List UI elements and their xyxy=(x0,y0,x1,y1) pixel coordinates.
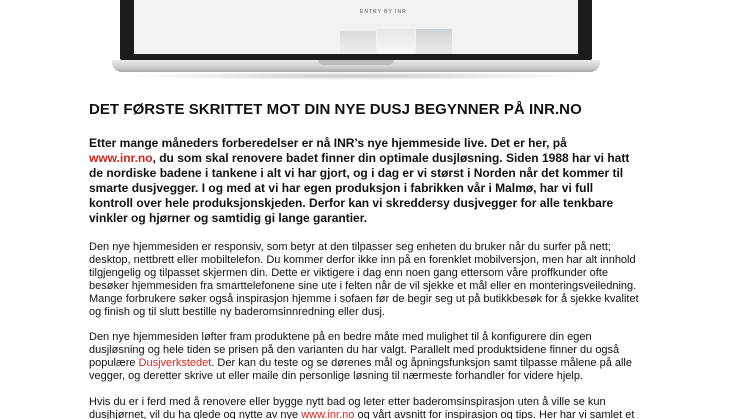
paragraph-line: Den nye hjemmesiden løfter fram produktene på en bedre måte med mulighet til å konfigurere din egen xyxy=(89,331,592,344)
paragraph-line: besøker hjemmesiden fra smarttelefonene sine ute i felten når de vil sjekke et mål eller en monteringsveiledning. xyxy=(89,279,637,292)
paragraph-line: dusjhjørnet, vil du ha glede og nytte av nye www.inr.no og vårt avsnitt for inspirasjon og tips. Her har vi samlet et xyxy=(89,408,635,419)
paragraph-line: Den nye hjemmesiden er responsiv, som betyr at den tilpasser seg enheten du bruker når du surfer på nett; xyxy=(89,241,611,253)
inr-link[interactable]: www.inr.no xyxy=(89,151,153,165)
laptop-screen xyxy=(120,0,592,60)
site-logo: ENTRY BY INR xyxy=(360,9,407,15)
paragraph-line: Hvis du er i ferd med å renovere eller bygge nytt bad og leter etter baderomsinspirasjon uten å ville se kun xyxy=(89,396,606,409)
paragraph-products xyxy=(89,331,669,383)
paragraph-inspiration xyxy=(89,396,669,419)
laptop-shadow xyxy=(122,72,590,80)
paragraph-line: og finish og til slutt bestille ny baderomsinnredning eller dusj. xyxy=(89,305,385,318)
inr-link[interactable]: www.inr.no xyxy=(301,408,355,419)
paragraph-line: dusjløsning og hele tiden se prisen på den varianten du har valgt. Parallelt med produktsidene finner du også xyxy=(89,344,620,357)
paragraph-line: populære Dusjverkstedet. Der kan du teste og se dørenes mål og åpningsfunksjon samt tilpasse målene på alle xyxy=(89,357,632,370)
laptop-notch xyxy=(318,60,394,65)
paragraph-line: desktop, nettbrett eller mobiltelefon. Du kommer derfor ikke inn på en forenklet mobilversjon, men har alt innhold xyxy=(89,253,636,266)
article xyxy=(89,101,669,419)
website-preview xyxy=(134,0,578,54)
shower-photo xyxy=(340,31,376,54)
paragraph-line: Mange forbrukere søker også inspirasjon hjemme i sofaen før de begir seg ut på butikkbesøk for å sjekke kvalitet xyxy=(89,292,639,305)
article-title: DET FØRSTE SKRITTET MOT DIN NYE DUSJ BEGYNNER PÅ INR.NO xyxy=(89,101,582,118)
lead-line: vinkler og hjørner og samtidig gi lange garantier. xyxy=(89,211,368,225)
shower-photo xyxy=(416,29,452,54)
lead-line: smarte dusjvegger. I og med at vi har egen produksjon i fabrikken vår i Malmø, har vi full xyxy=(89,181,594,195)
lead-line: Etter mange måneders forberedelser er nå INR’s nye hjemmeside live. Det er her, på xyxy=(89,136,567,150)
paragraph-line: vegger, og deretter skrive ut eller maile din personlige løsning til nærmeste forhandler for videre hjelp. xyxy=(89,370,584,383)
dusjverkstedet-link[interactable]: Dusjverkstedet xyxy=(138,357,212,370)
laptop-image xyxy=(112,0,600,82)
lead-line: de nordiske badene i tankene i alt vi har gjort, og i dag er vi størst i Norden når det kommer til xyxy=(89,166,624,180)
article-lead xyxy=(89,136,669,226)
lead-line: www.inr.no, du som skal renovere badet finner din optimale dusjløsning. Siden 1988 har vi hatt xyxy=(89,151,630,165)
lead-line: kontroll over hele produksjonskjeden. Derfor kan vi skreddersy dusjvegger for alle tenkbare xyxy=(89,196,614,210)
paragraph-line: tilgjengelig og tilpasset skjermen din. Dette er viktigere i dag enn noen gang ettersom våre proffkunder ofte xyxy=(89,266,608,279)
paragraph-responsive xyxy=(89,241,669,318)
shower-photo xyxy=(378,29,414,54)
